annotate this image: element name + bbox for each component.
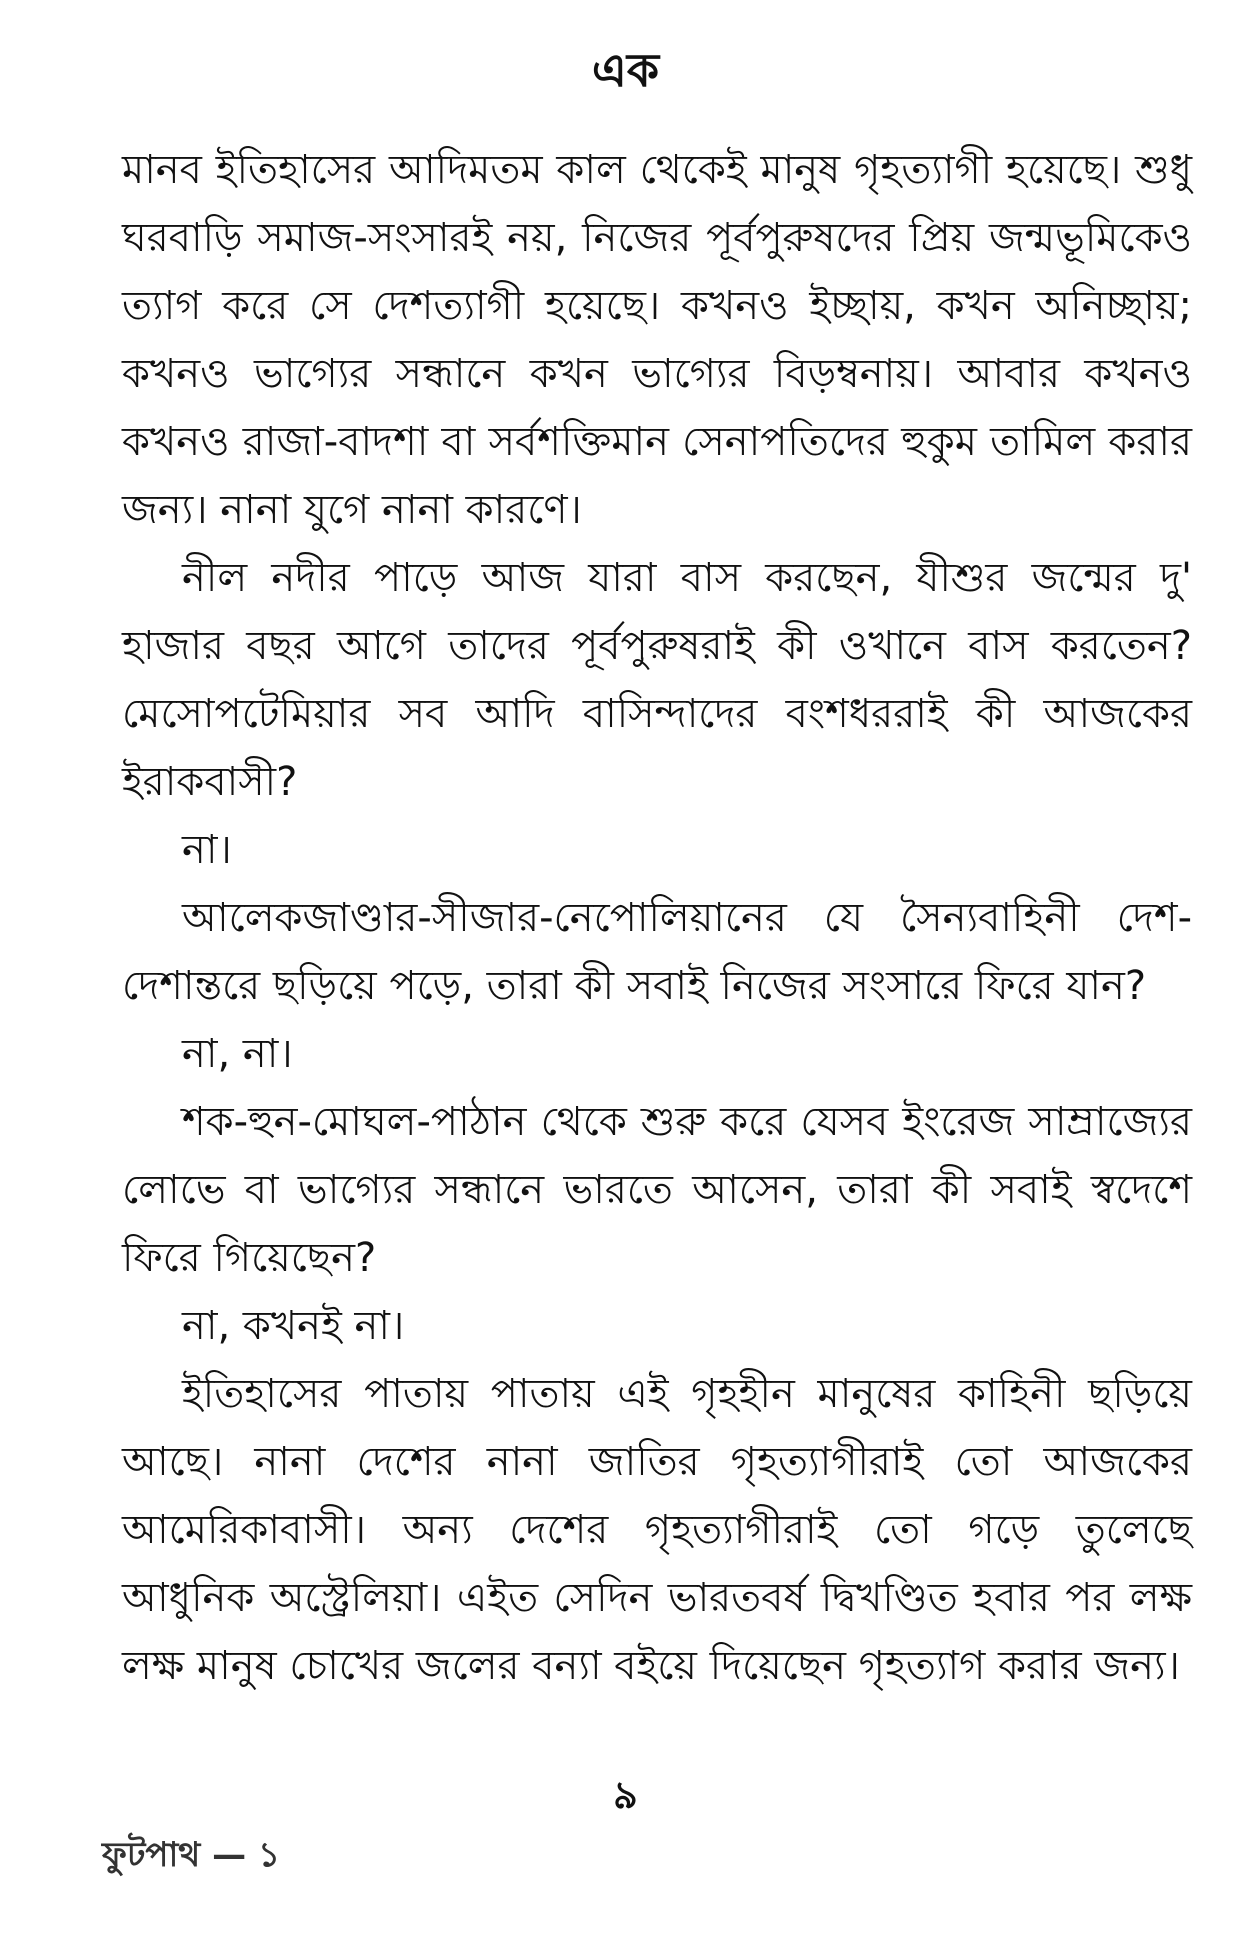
footer-signature: ফুটপাথ — ১: [102, 1835, 281, 1875]
body-text: [122, 136, 1192, 1700]
paragraph: না, কখনই না।: [182, 1303, 405, 1349]
paragraph: শক-হুন-মোঘল-পাঠান থেকে শুরু করে যেসব ইংরেজ সাম্রাজ্যের লোভে বা ভাগ্যের সন্ধানে ভারতে আসেন, তারা কী সবাই স্বদেশে ফিরে গিয়েছেন?: [122, 1099, 1192, 1281]
page-number: ৯: [613, 1773, 638, 1817]
paragraph: না।: [182, 827, 232, 873]
paragraph: নীল নদীর পাড়ে আজ যারা বাস করছেন, যীশুর জন্মের দু' হাজার বছর আগে তাদের পূর্বপুরুষরাই কী ওখানে বাস করতেন? মেসোপটেমিয়ার সব আদি বাসিন্দাদের বংশধররাই কী আজকের ইরাকবাসী?: [122, 555, 1192, 805]
paragraph: না, না।: [182, 1031, 293, 1077]
paragraph: আলেকজাণ্ডার-সীজার-নেপোলিয়ানের যে সৈন্যবাহিনী দেশ-দেশান্তরে ছড়িয়ে পড়ে, তারা কী সবাই নিজের সংসারে ফিরে যান?: [122, 895, 1192, 1009]
paragraph: ইতিহাসের পাতায় পাতায় এই গৃহহীন মানুষের কাহিনী ছড়িয়ে আছে। নানা দেশের নানা জাতির গৃহত্যাগীরাই তো আজকের আমেরিকাবাসী। অন্য দেশের গৃহত্যাগীরাই তো গড়ে তুলেছে আধুনিক অস্ট্রেলিয়া। এইত সেদিন ভারতবর্ষ দ্বিখণ্ডিত হবার পর লক্ষ লক্ষ মানুষ চোখের জলের বন্যা বইয়ে দিয়েছেন গৃহত্যাগ করার জন্য।: [122, 1371, 1192, 1689]
paragraph: মানব ইতিহাসের আদিমতম কাল থেকেই মানুষ গৃহত্যাগী হয়েছে। শুধু ঘরবাড়ি সমাজ-সংসারই নয়, নিজের পূর্বপুরুষদের প্রিয় জন্মভূমিকেও ত্যাগ করে সে দেশত্যাগী হয়েছে। কখনও ইচ্ছায়, কখন অনিচ্ছায়; কখনও ভাগ্যের সন্ধানে কখন ভাগ্যের বিড়ম্বনায়। আবার কখনও কখনও রাজা-বাদশা বা সর্বশক্তিমান সেনাপতিদের হুকুম তামিল করার জন্য। নানা যুগে নানা কারণে।: [122, 147, 1192, 533]
chapter-title: এক: [591, 43, 660, 97]
